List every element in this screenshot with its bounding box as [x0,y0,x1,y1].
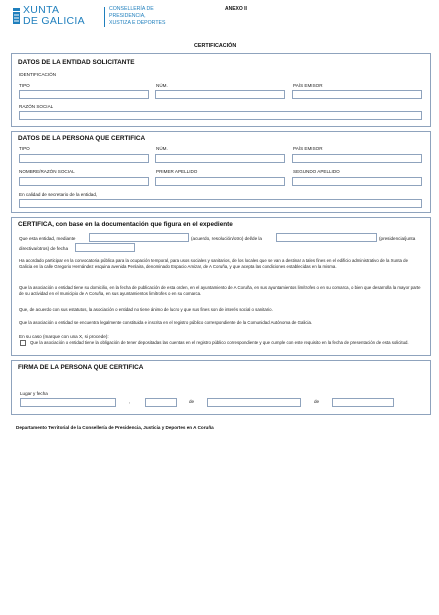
day-field[interactable] [145,398,177,407]
person-apellido2-label: SEGUNDO APELLIDO [293,169,340,174]
person-tipo-label: TIPO [19,146,30,151]
person-apellido2-field[interactable] [292,177,422,186]
logo-brand-line-1: XUNTA [23,4,60,16]
logo-department-line-2: PRESIDENCIA, [109,13,146,19]
acuerdo-type-field[interactable] [89,233,189,242]
certifica-paragraph-2: Que la asociación o entidad tiene su domicilio, en la fecha de publicación de esta orden, en el ayuntamiento de A Coruña, en sus ayuntamientos limítrofes o en su comarca, o bien que desarrolla la mayor parte de su actividad en el municipio de A Coruña, en sus ayuntamientos limítrofes o en su comarca. [19,285,421,297]
month-field[interactable] [207,398,301,407]
de-label-2: de [314,399,320,404]
xunta-emblem-icon [12,7,21,25]
organo-field[interactable] [276,233,377,242]
checkbox-intro: En su caso (marque con una X, si procede): [19,334,109,339]
place-date-comma: , [129,399,131,404]
person-pais-label: PAÍS EMISOR [293,146,323,151]
person-num-field[interactable] [155,154,285,163]
certifica-section-title: CERTIFICA, con base en la documentación que figura en el expediente [18,221,233,228]
department-block [103,5,173,29]
person-nombre-label: NOMBRE/RAZÓN SOCIAL [19,169,75,174]
entity-pais-field[interactable] [292,90,422,99]
cuentas-checkbox[interactable] [20,340,26,346]
logo-department-line-1: CONSELLERÍA DE [109,6,154,12]
person-secretario-label: En calidad de secretario de la entidad, [19,192,98,197]
person-pais-field[interactable] [292,154,422,163]
person-num-label: NÚM. [156,146,168,151]
document-title: CERTIFICACIÓN [194,43,237,49]
signature-section [11,360,431,415]
person-section [11,131,431,213]
entity-tipo-label: TIPO [19,83,30,88]
logo-brand-line-2: DE GALICIA [23,15,85,27]
person-section-title: DATOS DE LA PERSONA QUE CERTIFICA [18,135,146,142]
entity-pais-label: PAÍS EMISOR [293,83,323,88]
logo-department-line-3: XUSTIZA E DEPORTES [109,20,166,26]
xunta-logo [12,4,166,29]
entity-identification-label: IDENTIFICACIÓN [19,72,57,77]
entity-razon-social-field[interactable] [19,111,422,120]
person-apellido1-label: PRIMER APELLIDO [156,169,198,174]
person-secretario-field[interactable] [19,199,422,208]
xunta-brand-block [12,5,98,29]
place-date-label: Lugar y fecha [20,391,48,396]
footer-department: Departamento Territorial de la Consellería de Presidencia, Justicia y Deportes en A Coruña [16,425,214,430]
entity-razon-social-label: RAZÓN SOCIAL [19,104,54,109]
lugar-field[interactable] [20,398,116,407]
annex-label: ANEXO II [225,6,247,12]
certifica-section [11,217,431,356]
year-field[interactable] [332,398,394,407]
checkbox-text: Que la asociación o entidad tiene la obligación de tener depositadas las cuentas en el registro público correspondiente y que cumple con este requisito en la fecha de presentación de esta solicitud. [30,340,409,345]
certifica-paragraph-1: Ha acordado participar en la convocatoria pública para la ocupación temporal, para usos sociales y sanitarios, de los locales que se van a destinar a tales fines en el edificio administrativo de la Xunta de Galicia en la calle Gregorio Hernández esquina avenida Penlaira, denominado Espacio Amizar, de A Coruña, y que acepta las condiciones establecidas en la misma. [19,258,408,270]
entity-tipo-field[interactable] [19,90,149,99]
certifica-paragraph-4: Que la asociación o entidad se encuentra legalmente constituida e inscrita en el registro público correspondiente de la Comunidad Autónoma de Galicia. [19,320,313,325]
certifica-line1-suffix: (presidencia/junta [379,236,416,241]
de-label-1: de [189,399,195,404]
person-nombre-field[interactable] [19,177,149,186]
certifica-line1-mid: (acuerdo, resolución/otro) del/de la [191,236,262,241]
entity-num-field[interactable] [155,90,285,99]
person-tipo-field[interactable] [19,154,149,163]
entity-section-title: DATOS DE LA ENTIDAD SOLICITANTE [18,59,135,66]
fecha-acuerdo-field[interactable] [75,243,135,252]
certifica-line1-prefix: Que esta entidad, mediante [19,236,76,241]
entity-num-label: NÚM. [156,83,168,88]
entity-section [11,53,431,127]
person-apellido1-field[interactable] [155,177,285,186]
signature-section-title: FIRMA DE LA PERSONA QUE CERTIFICA [18,364,144,371]
certifica-paragraph-3: Que, de acuerdo con sus estatutos, la asociación o entidad no tiene ánimo de lucro y que sus fines son de interés social o sanitario. [19,307,273,312]
certifica-line2-prefix: directiva/otros) de fecha [19,246,69,251]
